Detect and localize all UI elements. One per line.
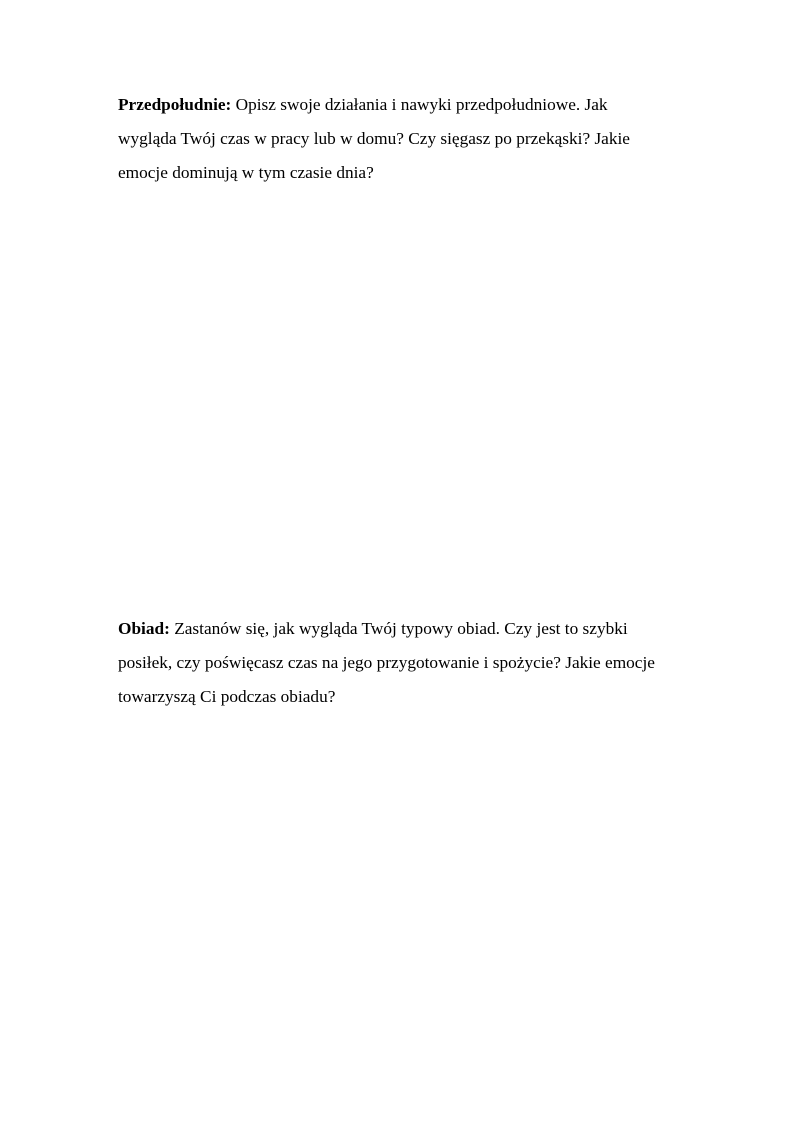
paragraph-line: emocje dominują w tym czasie dnia?	[118, 163, 374, 182]
section-obiad	[118, 612, 718, 714]
section-text: Zastanów się, jak wygląda Twój typowy obiad. Czy jest to szybki	[169, 619, 628, 638]
paragraph-line: posiłek, czy poświęcasz czas na jego przygotowanie i spożycie? Jakie emocje	[118, 653, 655, 672]
paragraph-line: wygląda Twój czas w pracy lub w domu? Czy sięgasz po przekąski? Jakie	[118, 129, 630, 148]
paragraph-line: towarzyszą Ci podczas obiadu?	[118, 687, 336, 706]
section-label: Obiad:	[118, 619, 170, 638]
section-label: Przedpołudnie:	[118, 95, 232, 114]
section-text: Opisz swoje działania i nawyki przedpołudniowe. Jak	[231, 95, 608, 114]
paragraph-line	[118, 88, 718, 122]
section-przedpoludnie	[118, 88, 718, 190]
paragraph-line	[118, 612, 718, 646]
